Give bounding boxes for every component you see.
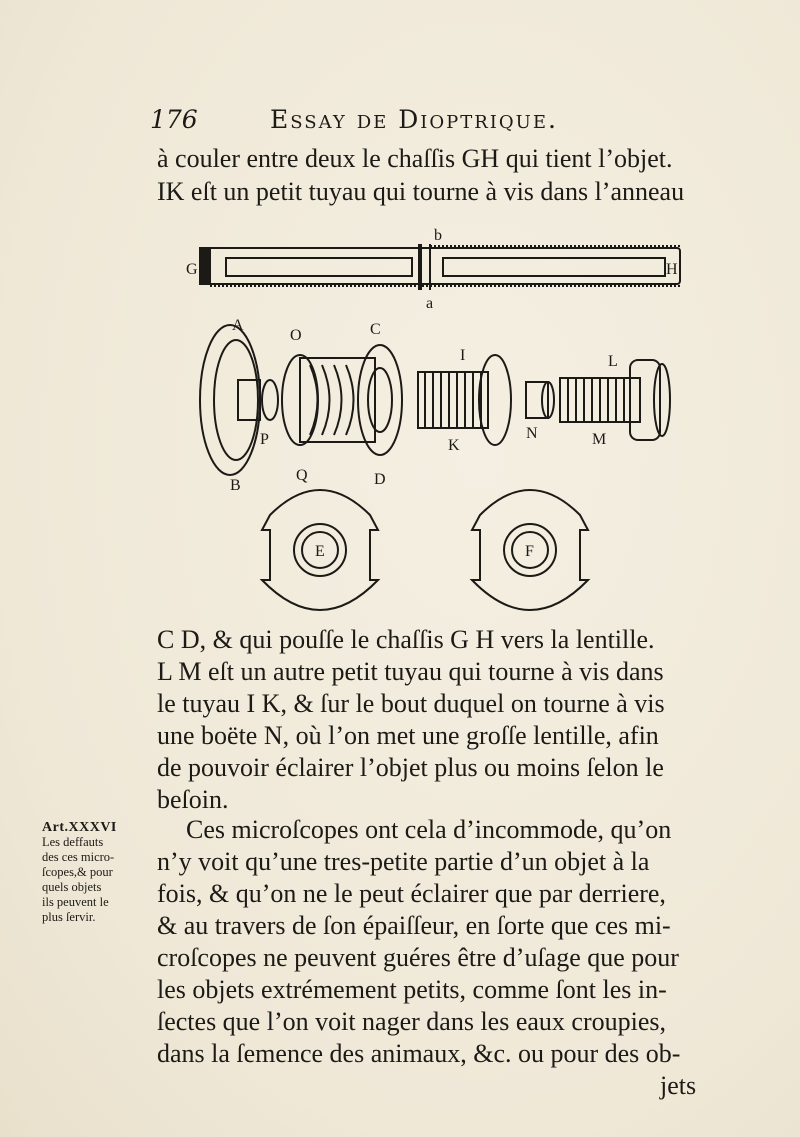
text-line: n’y voit qu’une tres-petite partie d’un objet à la: [157, 847, 650, 876]
text-line: & au travers de ſon épaiſſeur, en ſorte que ces mi-: [157, 911, 671, 940]
text-line: le tuyau I K, & ſur le bout duquel on tourne à vis: [157, 689, 665, 718]
text-line: fois, & qu’on ne le peut éclairer que par derriere,: [157, 879, 666, 908]
figure-label: b: [434, 227, 442, 244]
figure-label: O: [290, 327, 302, 344]
page-number: 176: [150, 105, 198, 134]
box-n: [526, 382, 554, 418]
margin-note-line: ſcopes,& pour: [42, 865, 113, 879]
text-line: jets: [660, 1071, 697, 1100]
figure-label: G: [186, 261, 198, 278]
figure-label: H: [666, 261, 678, 278]
figure-label: L: [608, 353, 618, 370]
margin-note: [42, 820, 154, 925]
figure-label: P: [260, 431, 269, 448]
margin-article-number: Art.XXXVI: [42, 820, 117, 835]
running-header: [150, 105, 710, 141]
figure-label: A: [232, 317, 244, 334]
running-title: Essay de Dioptrique.: [270, 105, 558, 134]
text-line: à couler entre deux le chaſſis GH qui tient l’objet.: [157, 144, 673, 173]
text-line: C D, & qui pouſſe le chaſſis G H vers la lentille.: [157, 625, 655, 654]
margin-note-line: quels objets: [42, 880, 102, 894]
slide-holder-gh: [200, 244, 680, 290]
margin-note-line: ils peuvent le: [42, 895, 109, 909]
text-line: croſcopes ne peuvent guéres être d’uſage que pour: [157, 943, 679, 972]
microscope-engraving: [150, 210, 710, 620]
text-line: une boëte N, où l’on met une groſſe lentille, afin: [157, 721, 659, 750]
tube-lm: [560, 360, 670, 440]
microscope-figure: [150, 210, 710, 620]
figure-label: F: [525, 543, 534, 560]
tube-ik: [418, 355, 511, 445]
text-line: dans la ſemence des animaux, &c. ou pour des ob-: [157, 1039, 681, 1068]
eyepiece-od: [282, 345, 402, 455]
figure-label: C: [370, 321, 381, 338]
figure-label: K: [448, 437, 460, 454]
text-line: les objets extrémement petits, comme ſont les in-: [157, 975, 667, 1004]
margin-note-line: Les deffauts: [42, 835, 104, 849]
text-line: IK eſt un petit tuyau qui tourne à vis dans l’anneau: [157, 177, 685, 206]
text-line: L M eſt un autre petit tuyau qui tourne à vis dans: [157, 657, 664, 686]
text-line: ſectes que l’on voit nager dans les eaux croupies,: [157, 1007, 666, 1036]
figure-label: I: [460, 347, 466, 364]
figure-label: a: [426, 295, 434, 312]
margin-note-line: plus ſervir.: [42, 910, 96, 924]
text-line: beſoin.: [157, 785, 229, 814]
figure-label: B: [230, 477, 241, 494]
figure-label: M: [592, 431, 607, 448]
figure-label: N: [526, 425, 538, 442]
figure-label: Q: [296, 467, 308, 484]
disc-ab: [200, 325, 278, 475]
text-line: de pouvoir éclairer l’objet plus ou moins ſelon le: [157, 753, 664, 782]
figure-label: D: [374, 471, 386, 488]
text-line: Ces microſcopes ont cela d’incommode, qu’on: [186, 815, 672, 844]
figure-label: E: [315, 543, 325, 560]
margin-note-line: des ces micro-: [42, 850, 115, 864]
